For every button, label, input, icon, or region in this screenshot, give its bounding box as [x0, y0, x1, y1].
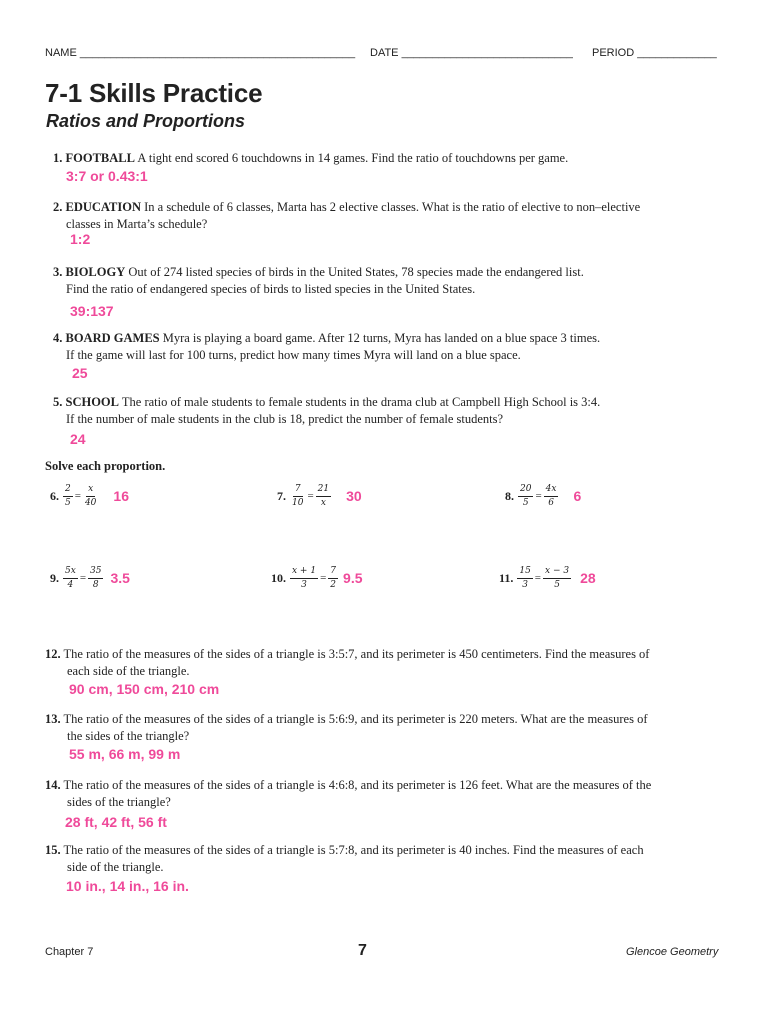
answer-10: 9.5: [343, 570, 363, 586]
fraction-right: $\frac{35}{8}$: [90, 565, 102, 590]
answer-13: 55 m, 66 m, 99 m: [69, 746, 181, 762]
answer-8: 6: [573, 488, 582, 504]
date-field: DATE ____________________________: [370, 47, 573, 59]
answer-12: 90 cm, 150 cm, 210 cm: [69, 681, 220, 697]
question-3: 3. BIOLOGY Out of 274 listed species of birds in the United States, 78 species made the endangered list. Find the ratio of endangered species of birds to listed species in the United States.: [53, 265, 584, 296]
solve-heading: Solve each proportion.: [45, 459, 166, 473]
page-title: 7-1 Skills Practice: [45, 78, 263, 108]
question-2: 2. EDUCATION In a schedule of 6 classes, Marta has 2 elective classes. What is the ratio of elective to non–elective classes in Marta’s schedule?: [53, 200, 641, 231]
fraction-right: $\frac{4x}{6}$: [545, 483, 557, 508]
question-13: 13. The ratio of the measures of the sides of a triangle is 5:6:9, and its perimeter is 220 meters. What are the measures of the sides of the triangle?: [45, 712, 648, 743]
answer-2: 1:2: [70, 231, 91, 247]
fraction-right: $\frac{x - 3}{5}$: [545, 565, 570, 590]
question-12: 12. The ratio of the measures of the sides of a triangle is 3:5:7, and its perimeter is 450 centimeters. Find the measures of each side of the triangle.: [45, 647, 650, 678]
answer-11: 28: [580, 570, 596, 586]
answer-4: 25: [72, 365, 88, 381]
question-14: 14. The ratio of the measures of the sides of a triangle is 4:6:8, and its perimeter is 126 feet. What are the measures of the sides of the triangle?: [45, 778, 652, 809]
footer-chapter: Chapter 7: [45, 946, 94, 958]
header: [45, 47, 725, 61]
fraction-left: $\frac{7}{10}$: [292, 483, 304, 508]
proportion-7: 7. $\frac{7}{10}$ = $\frac{21}{x}$ 30: [277, 483, 362, 508]
answer-7: 30: [346, 488, 362, 504]
footer-publisher: Glencoe Geometry: [626, 946, 719, 958]
fraction-left: $\frac{5x}{4}$: [65, 565, 76, 590]
proportion-6: 6. $\frac{2}{5}$ = $\frac{x}{40}$ 16: [50, 483, 129, 508]
name-field: NAME _____________________________________________: [45, 47, 356, 59]
proportion-8: 8. $\frac{20}{5}$ = $\frac{4x}{6}$ 6: [505, 483, 582, 508]
proportion-9: 9. $\frac{5x}{4}$ = $\frac{35}{8}$ 3.5: [50, 565, 130, 590]
question-1: 1. FOOTBALL A tight end scored 6 touchdowns in 14 games. Find the ratio of touchdowns per game.: [53, 151, 569, 165]
proportion-11: 11. $\frac{15}{3}$ = $\frac{x - 3}{5}$ 28: [499, 565, 596, 590]
fraction-right: $\frac{21}{x}$: [317, 483, 330, 508]
fraction-right: $\frac{7}{2}$: [330, 565, 337, 590]
answer-3: 39:137: [70, 303, 114, 319]
answer-9: 3.5: [110, 570, 130, 586]
period-field: PERIOD _____________: [592, 47, 717, 59]
question-5: 5. SCHOOL The ratio of male students to female students in the drama club at Campbell High School is 3:4. If the number of male students in the club is 18, predict the number of female students?: [53, 395, 601, 426]
page-subtitle: Ratios and Proportions: [46, 111, 246, 131]
answer-14: 28 ft, 42 ft, 56 ft: [65, 814, 167, 830]
answer-5: 24: [70, 431, 86, 447]
fraction-left: $\frac{20}{5}$: [520, 483, 532, 508]
fraction-right: $\frac{x}{40}$: [84, 483, 97, 508]
page-number: 7: [358, 942, 367, 959]
question-15: 15. The ratio of the measures of the sides of a triangle is 5:7:8, and its perimeter is 40 inches. Find the measures of each side of the triangle.: [45, 843, 644, 874]
question-4: 4. BOARD GAMES Myra is playing a board game. After 12 turns, Myra has landed on a blue space 3 times. If the game will last for 100 turns, predict how many times Myra will land on a blue space.: [53, 331, 601, 362]
fraction-left: $\frac{15}{3}$: [519, 565, 531, 590]
fraction-left: $\frac{2}{5}$: [65, 483, 71, 508]
answer-6: 16: [113, 488, 129, 504]
fraction-left: $\frac{x + 1}{3}$: [292, 565, 317, 590]
answer-1: 3:7 or 0.43:1: [66, 168, 148, 184]
answer-15: 10 in., 14 in., 16 in.: [66, 878, 189, 894]
proportion-10: 10. $\frac{x + 1}{3}$ = $\frac{7}{2}$ 9.5: [271, 565, 363, 590]
